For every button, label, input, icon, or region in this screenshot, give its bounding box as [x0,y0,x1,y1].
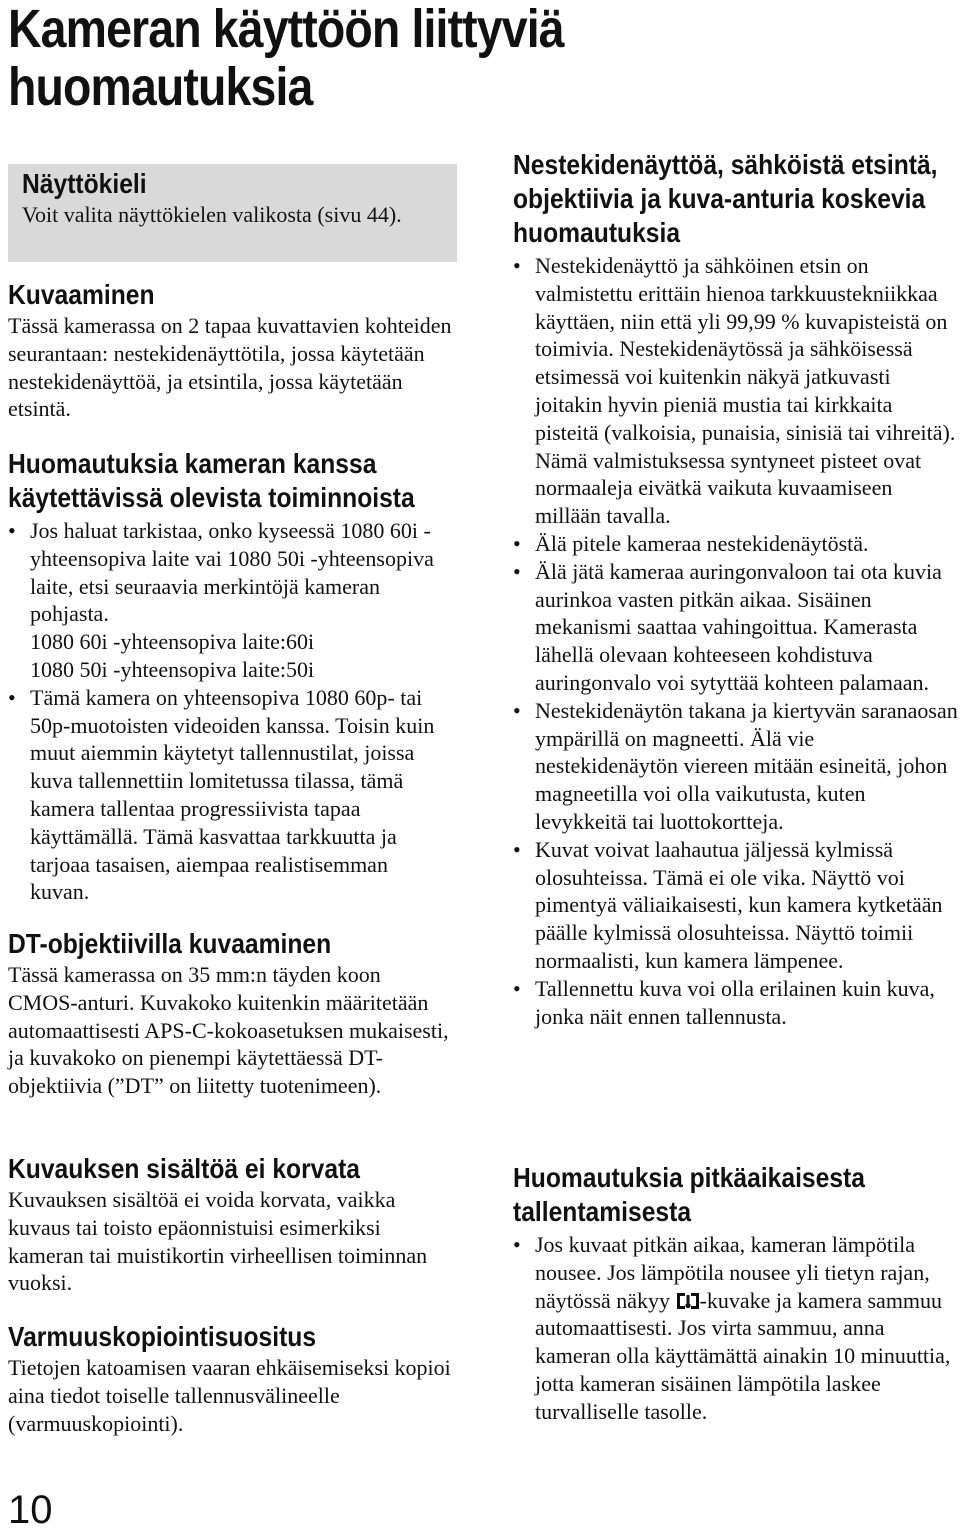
list-item [8,517,460,684]
compat-heading-line2: käytettävissä olevista toiminnoista [8,482,415,513]
shooting-heading: Kuvaaminen [8,279,155,310]
longrec-heading-line1: Huomautuksia pitkäaikaisesta [513,1162,865,1193]
language-heading: Näyttökieli [22,168,147,199]
nocomp-text: Kuvauksen sisältöä ei voida korvata, vaikka kuvaus tai toisto epäonnistuisi esimerkiksi kameran tai muistikortin virheellisen toiminnan vuoksi. [8,1187,428,1296]
lcd-bullet2: Älä pitele kameraa nestekidenäytöstä. [535,530,869,556]
dt-section [8,927,453,1100]
lcd-bullet5: Kuvat voivat laahautua jäljessä kylmissä olosuhteissa. Tämä ei ole vika. Näyttö voi pimentyä väliaikaisesti, kun kamera kytketään päälle kylmissä olosuhteissa. Näyttö toimii normaalisti, kun kamera lämpenee. [535,836,943,973]
lcd-heading-line3: huomautuksia [513,217,681,248]
compat-bullet1: Jos haluat tarkistaa, onko kyseessä 1080 60i -yhteensopiva laite vai 1080 50i -yhteensopiva laite, etsi seuraavia merkintöjä kameran pohjasta. [30,518,434,627]
shooting-text: Tässä kamerassa on 2 tapaa kuvattavien kohteiden seurantaan: nestekidenäyttötila, jossa käytetään nestekidenäyttöä, ja etsintila, jossa käytetään etsintä. [8,313,452,422]
dt-text: Tässä kamerassa on 35 mm:n täyden koon CMOS-anturi. Kuvakoko kuitenkin määritetään automaattisesti APS-C-kokoasetuksen mukaisesti, ja kuvakoko on pienempi käytettäessä DT-objektiivia (”DT” on liitetty tuotenimeen). [8,962,449,1099]
lcd-heading-line1: Nestekidenäyttöä, sähköistä etsintä, [513,149,938,180]
lcd-bullet1: Nestekidenäyttö ja sähköinen etsin on valmistettu erittäin hienoa tarkkuustekniikkaa käyttäen, niin että yli 99,99 % kuvapisteistä on toimivia. Nestekidenäytössä ja sähköisessä etsimessä voi kuitenkin näkyä jatkuvasti joitakin hyvin pieniä mustia tai kirkkaita pisteitä (valkoisia, punaisia, sinisiä tai vihreitä). Nämä valmistuksessa syntyneet pisteet ovat normaaleja eivätkä vaikuta kuvaamiseen millään tavalla. [535,253,956,529]
lcd-bullet6: Tallennettu kuva voi olla erilainen kuin kuva, jonka näit ennen tallennusta. [535,975,935,1029]
list-item [8,684,460,906]
page-title: Kameran käyttöön liittyviä huomautuksia [8,0,564,117]
page-number: 10 [8,1488,53,1532]
dt-heading: DT-objektiivilla kuvaaminen [8,928,332,959]
list-item [513,975,959,1031]
list-item [513,530,959,558]
list-item [513,558,959,697]
language-section [22,167,452,229]
list-item [513,697,959,836]
temperature-warning-icon [676,1291,700,1311]
longrec-bullet1-pre: Jos kuvaat pitkän aikaa, kameran lämpötila nousee. Jos lämpötila nousee yli tietyn rajan, näytössä näkyy [535,1232,930,1313]
list-item [513,252,959,530]
backup-text: Tietojen katoamisen vaaran ehkäisemiseksi kopioi aina tiedot toiselle tallennusvälineelle (varmuuskopiointi). [8,1355,451,1436]
nocomp-section [8,1152,460,1297]
longrec-section [513,1161,959,1426]
backup-heading: Varmuuskopiointisuositus [8,1321,317,1352]
nocomp-heading: Kuvauksen sisältöä ei korvata [8,1153,360,1184]
lcd-heading-line2: objektiivia ja kuva-anturia koskevia [513,183,926,214]
compat-line-50i: 1080 50i -yhteensopiva laite:50i [30,656,315,682]
compat-bullet2: Tämä kamera on yhteensopiva 1080 60p- tai 50p-muotoisten videoiden kanssa. Toisin kuin muut aiemmin käytetyt tallennustilat, joissa kuva tallennettiin lomitetussa tilassa, tämä kamera tallentaa progressiivista tapaa käyttämällä. Tämä kasvattaa tarkkuutta ja tarjoaa tasaisen, aiempaa realistisemman kuvan. [30,684,435,905]
list-item [513,1231,959,1426]
lcd-section [513,148,959,1030]
longrec-heading-line2: tallentamisesta [513,1196,692,1227]
lcd-bullet4: Nestekidenäytön takana ja kiertyvän saranaosan ympärillä on magneetti. Älä vie nestekidenäytön viereen mitään esineitä, johon magneetilla voi olla vaikutusta, kuten levykkeitä tai luottokortteja. [535,697,958,834]
compat-line-60i: 1080 60i -yhteensopiva laite:60i [30,629,315,655]
compat-heading-line1: Huomautuksia kameran kanssa [8,448,377,479]
backup-section [8,1320,460,1437]
list-item [513,836,959,975]
compat-section [8,447,460,906]
shooting-section [8,278,460,423]
lcd-bullet3: Älä jätä kameraa auringonvaloon tai ota kuvia aurinkoa vasten pitkän aikaa. Sisäinen mekanismi saattaa vahingoittua. Kamerasta lähellä olevaan kohteeseen kohdistuva auringonvalo voi sytyttää kohteen palamaan. [535,558,942,695]
language-text: Voit valita näyttökielen valikosta (sivu 44). [22,202,402,227]
longrec-bullet1-post: -kuvake ja kamera sammuu automaattisesti. Jos virta sammuu, anna kameran olla käyttämättä ainakin 10 minuuttia, jotta kameran sisäinen lämpötila laskee turvalliselle tasolle. [535,1287,951,1424]
